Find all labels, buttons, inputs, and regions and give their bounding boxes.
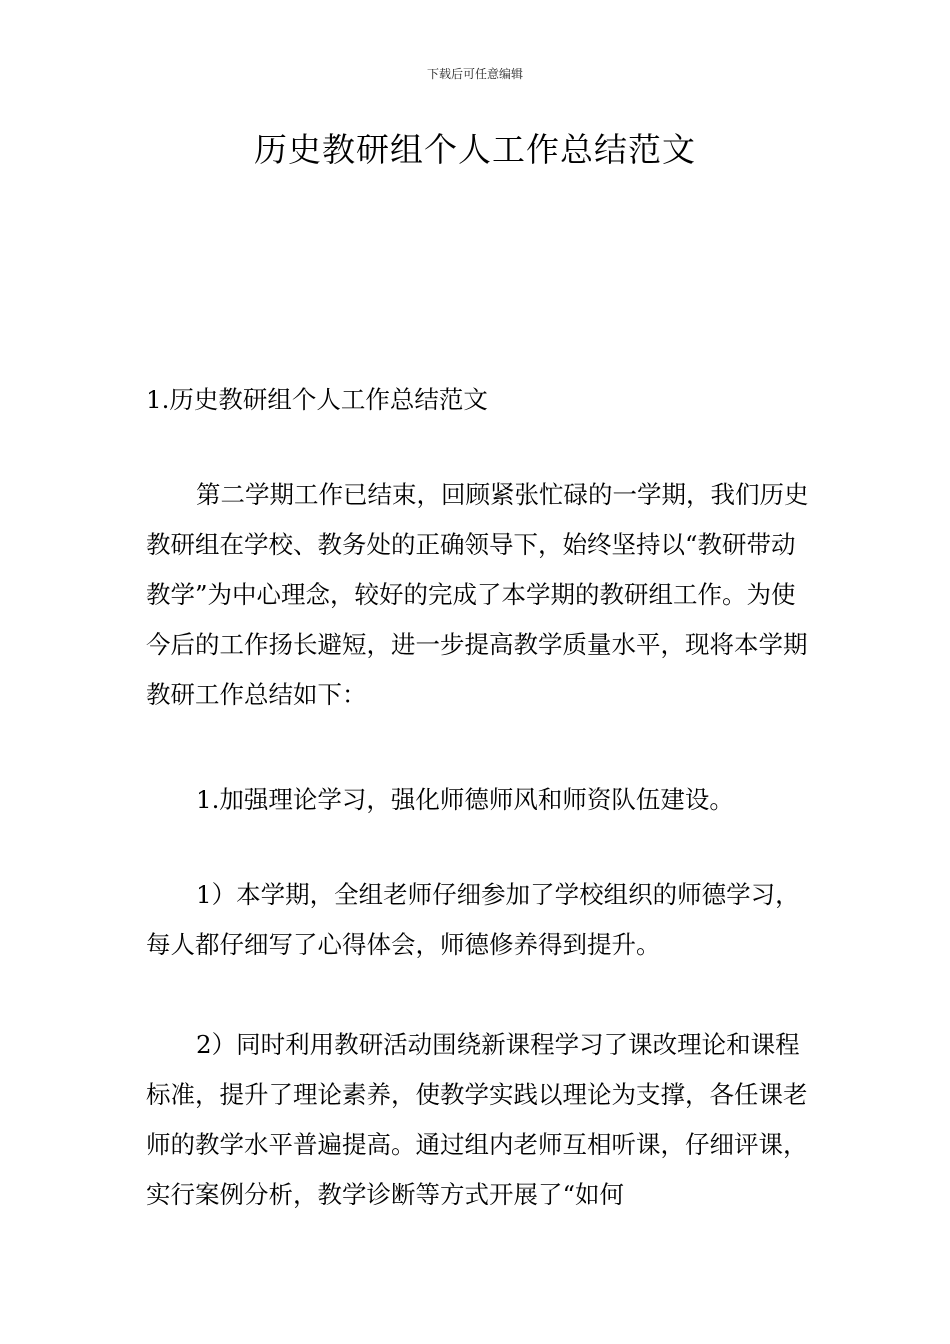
list-item-1-2: 2）同时利用教研活动围绕新课程学习了课改理论和课程标准，提升了理论素养，使教学实践以理论为支撑，各任课老师的教学水平普遍提高。通过组内老师互相听课，仔细评课，实行案例分析，教学诊断等方式开展了“如何 — [146, 1030, 808, 1209]
intro-paragraph: 第二学期工作已结束，回顾紧张忙碌的一学期，我们历史教研组在学校、教务处的正确领导下，始终坚持以“教研带动教学”为中心理念，较好的完成了本学期的教研组工作。为使今后的工作扬长避短，进一步提高教学质量水平，现将本学期教研工作总结如下： — [146, 480, 809, 709]
list-item-1-1: 1）本学期，全组老师仔细参加了学校组织的师德学习，每人都仔细写了心得体会，师德修养得到提升。 — [146, 880, 800, 959]
list-item-1: 1.加强理论学习，强化师德师风和师资队伍建设。 — [196, 785, 734, 814]
section-heading: 1.历史教研组个人工作总结范文 — [146, 385, 488, 414]
header-note: 下载后可任意编辑 — [426, 67, 523, 81]
document-title: 历史教研组个人工作总结范文 — [254, 130, 696, 169]
